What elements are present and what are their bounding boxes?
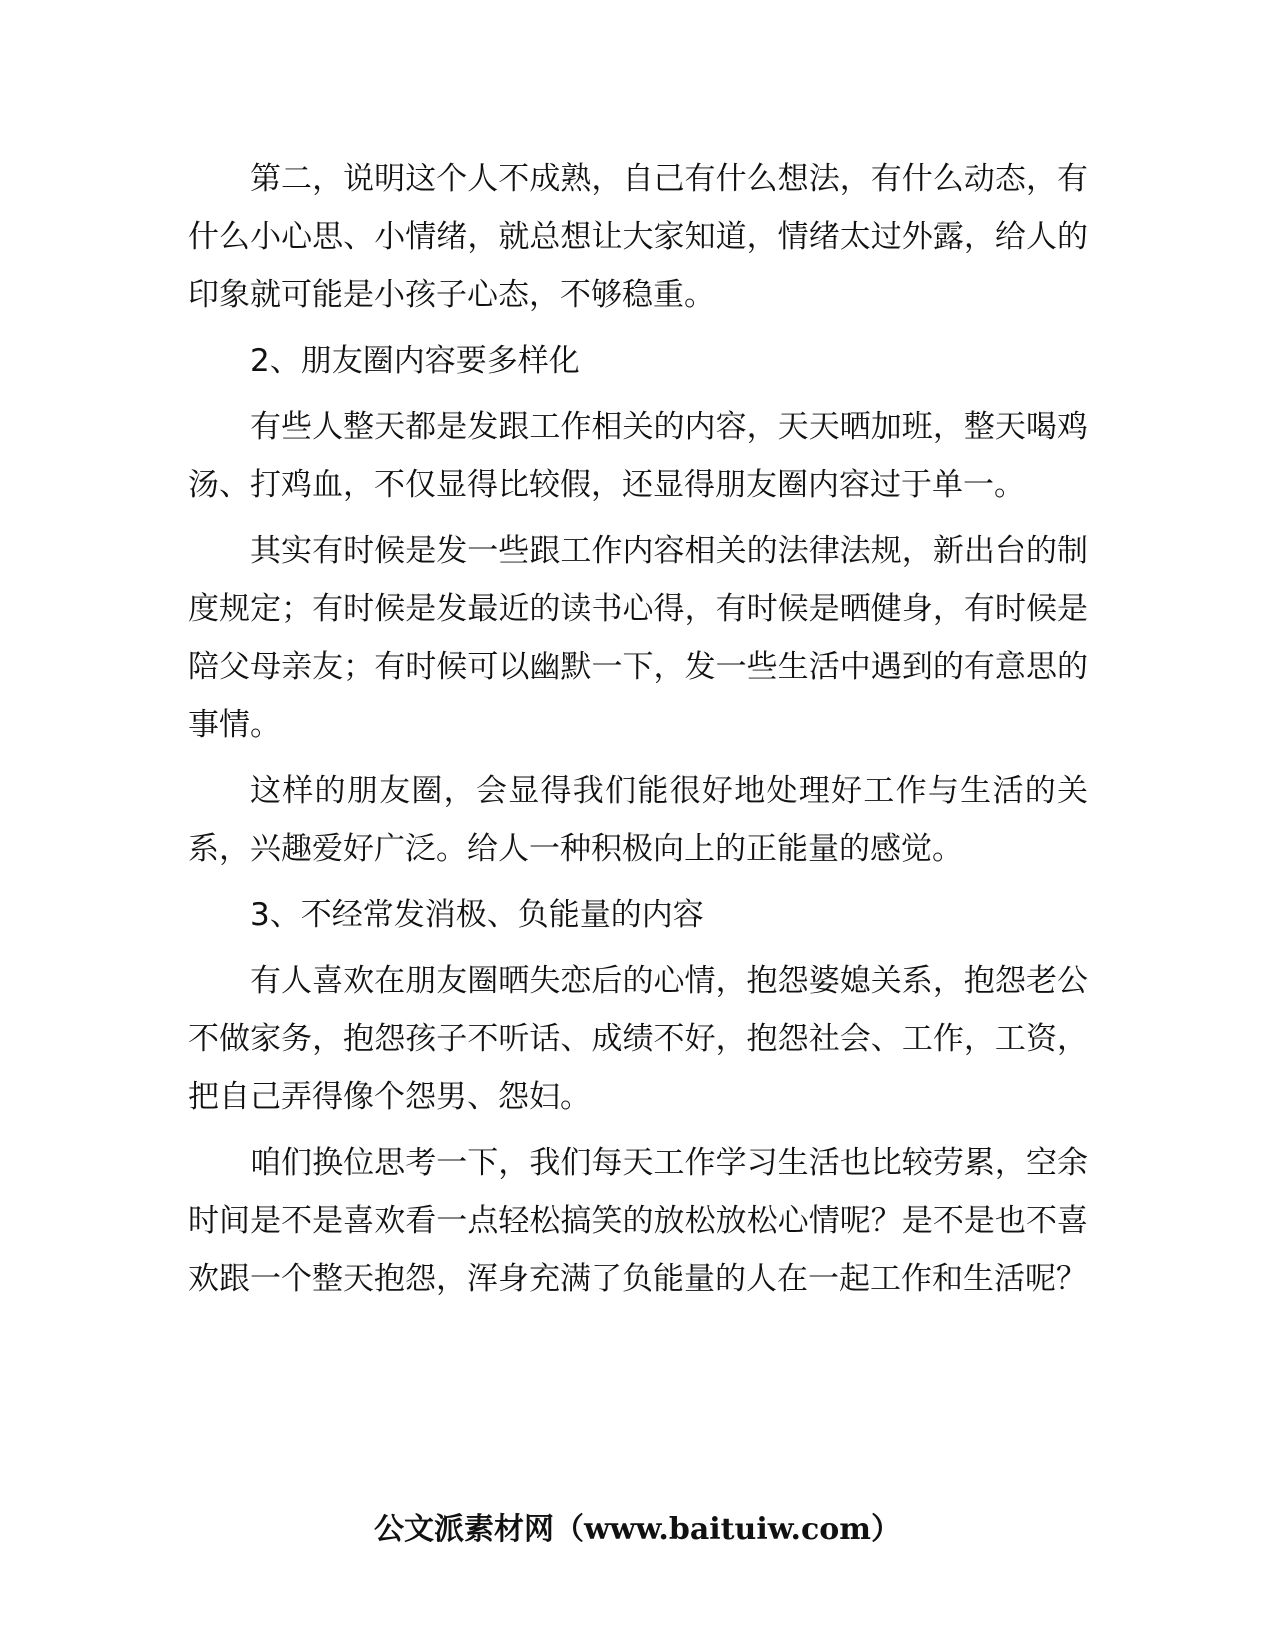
paragraph-empathy: 咱们换位思考一下，我们每天工作学习生活也比较劳累，空余时间是不是喜欢看一点轻松搞笑的放松放松心情呢？是不是也不喜欢跟一个整天抱怨，浑身充满了负能量的人在一起工作和生活呢？ — [188, 1145, 1088, 1297]
paragraph-work-only: 有些人整天都是发跟工作相关的内容，天天晒加班，整天喝鸡汤、打鸡血，不仅显得比较假，还显得朋友圈内容过于单一。 — [188, 409, 1088, 503]
heading-no-negativity: 3、不经常发消极、负能量的内容 — [250, 897, 704, 933]
paragraph-immaturity: 第二，说明这个人不成熟，自己有什么想法，有什么动态，有什么小心思、小情绪，就总想让大家知道，情绪太过外露，给人的印象就可能是小孩子心态，不够稳重。 — [188, 161, 1088, 313]
paragraph-balance: 这样的朋友圈，会显得我们能很好地处理好工作与生活的关系，兴趣爱好广泛。给人一种积极向上的正能量的感觉。 — [188, 773, 1088, 867]
paragraph-sometimes: 其实有时候是发一些跟工作内容相关的法律法规，新出台的制度规定；有时候是发最近的读书心得，有时候是晒健身，有时候是陪父母亲友；有时候可以幽默一下，发一些生活中遇到的有意思的事情。 — [188, 533, 1088, 743]
paragraph-complaints: 有人喜欢在朋友圈晒失恋后的心情，抱怨婆媳关系，抱怨老公不做家务，抱怨孩子不听话、成绩不好，抱怨社会、工作，工资，把自己弄得像个怨男、怨妇。 — [188, 963, 1088, 1115]
footer-source: 公文派素材网（www.baituiw.com） — [373, 1512, 902, 1547]
heading-diverse-content: 2、朋友圈内容要多样化 — [250, 343, 580, 379]
document-body — [188, 150, 1088, 1316]
